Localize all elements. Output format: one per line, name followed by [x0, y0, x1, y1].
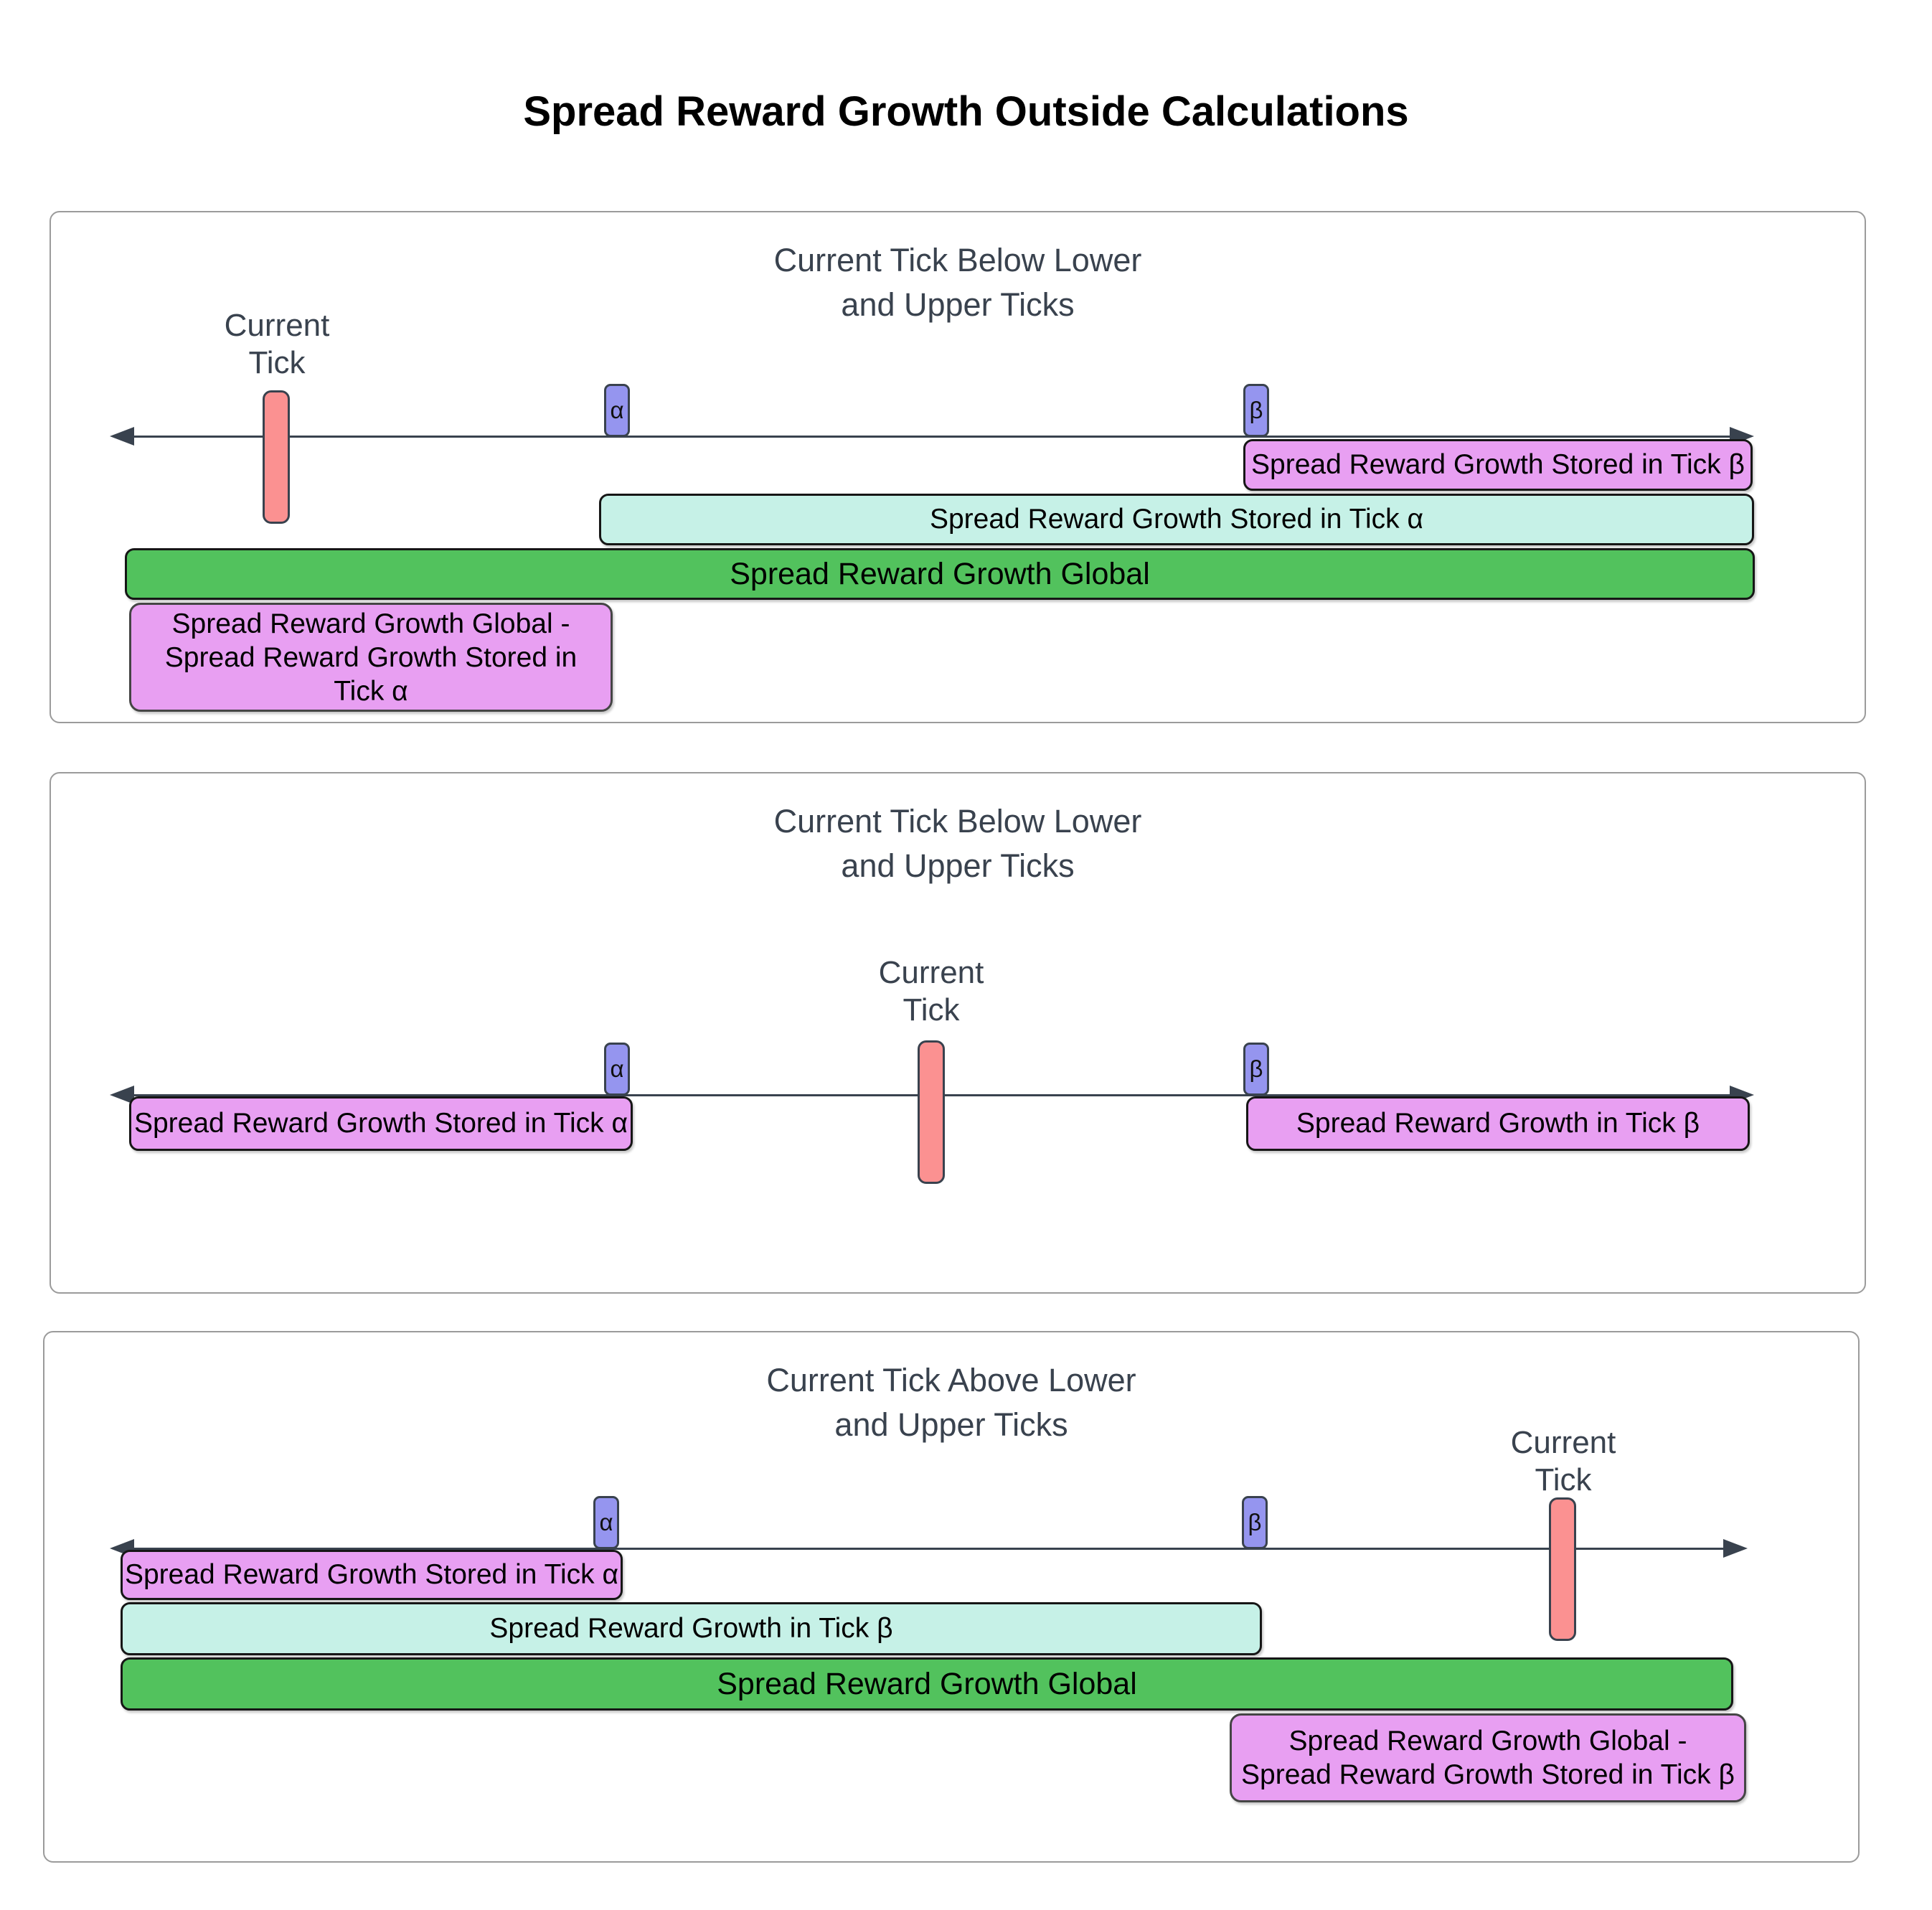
bar-stored-in-tick-alpha: Spread Reward Growth Stored in Tick α [129, 1096, 633, 1151]
current-tick-label: Current Tick [1510, 1425, 1616, 1497]
panel-current-tick-above [43, 1331, 1860, 1863]
beta-tick-marker: β [1243, 1043, 1269, 1096]
panel-3-header-line2: and Upper Ticks [834, 1406, 1068, 1443]
bar-stored-in-tick-alpha: Spread Reward Growth Stored in Tick α [121, 1550, 623, 1600]
axis-arrow-left-icon [110, 427, 134, 446]
panel-2-header [51, 799, 1865, 888]
bar-in-tick-beta: Spread Reward Growth in Tick β [1246, 1096, 1750, 1151]
panel-1-header-line2: and Upper Ticks [841, 286, 1075, 323]
beta-tick-marker: β [1243, 384, 1269, 437]
current-tick-marker [263, 390, 290, 524]
bar-global: Spread Reward Growth Global [125, 548, 1755, 600]
panel-1-header-line1: Current Tick Below Lower [773, 242, 1142, 278]
current-tick-label: Current Tick [224, 308, 330, 380]
alpha-tick-marker: α [604, 1043, 630, 1096]
note-global-minus-alpha: Spread Reward Growth Global - Spread Reward Growth Stored in Tick α [129, 603, 613, 712]
bar-global: Spread Reward Growth Global [121, 1657, 1733, 1711]
panel-2-header-line2: and Upper Ticks [841, 847, 1075, 884]
bar-stored-in-tick-alpha: Spread Reward Growth Stored in Tick α [599, 494, 1754, 545]
current-tick-marker [918, 1040, 945, 1184]
panel-3-header-line1: Current Tick Above Lower [766, 1362, 1136, 1398]
axis-line [134, 436, 1738, 438]
bar-in-tick-beta: Spread Reward Growth in Tick β [121, 1602, 1262, 1655]
alpha-tick-marker: α [604, 384, 630, 437]
current-tick-marker [1549, 1497, 1576, 1641]
panel-2-header-line1: Current Tick Below Lower [773, 803, 1142, 839]
alpha-tick-marker: α [593, 1496, 619, 1549]
beta-tick-marker: β [1242, 1496, 1268, 1549]
panel-current-tick-below-1 [50, 211, 1866, 723]
current-tick-label: Current Tick [878, 955, 984, 1027]
note-global-minus-beta: Spread Reward Growth Global - Spread Reward Growth Stored in Tick β [1230, 1713, 1746, 1802]
page-title: Spread Reward Growth Outside Calculations [523, 88, 1409, 135]
axis-arrow-right-icon [1723, 1539, 1748, 1558]
bar-stored-in-tick-beta: Spread Reward Growth Stored in Tick β [1243, 439, 1753, 491]
panel-current-tick-between [50, 772, 1866, 1294]
